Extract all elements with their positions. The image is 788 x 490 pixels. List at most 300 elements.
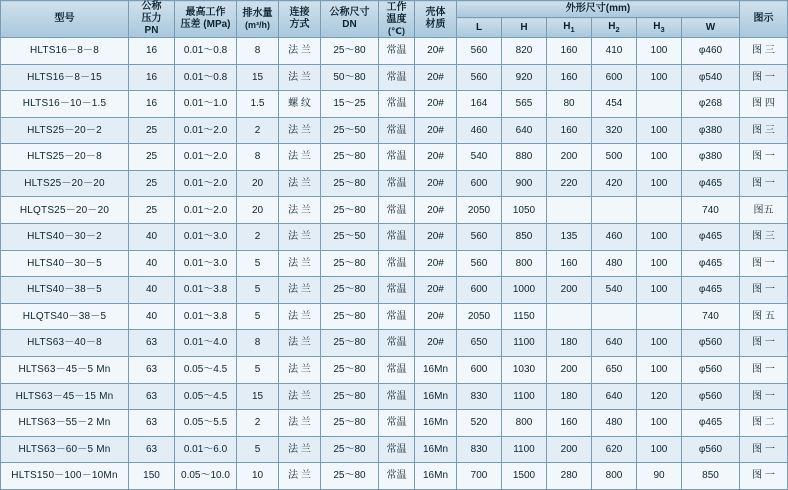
cell-dim-h3: 100 — [637, 224, 682, 251]
cell-dim-l: 560 — [457, 38, 502, 65]
cell-flow-rate: 2 — [237, 117, 279, 144]
cell-dim-h2: 460 — [592, 224, 637, 251]
cell-dim-h2: 500 — [592, 144, 637, 171]
cell-dim-h3: 120 — [637, 383, 682, 410]
cell-dim-h3: 100 — [637, 117, 682, 144]
cell-shell-material: 20# — [415, 91, 457, 118]
cell-working-temperature: 常温 — [379, 170, 415, 197]
cell-nominal-pressure: 25 — [129, 170, 175, 197]
cell-dim-h2: 410 — [592, 38, 637, 65]
cell-dim-w: φ465 — [682, 277, 740, 304]
header-pn-line2: 压力 — [141, 13, 162, 24]
cell-figure: 图 一 — [740, 64, 788, 91]
cell-model: HLTS63－60－5 Mn — [1, 436, 129, 463]
header-temp-line3: (℃) — [388, 25, 405, 36]
cell-model: HLTS63－40－8 — [1, 330, 129, 357]
cell-model: HLTS25－20－20 — [1, 170, 129, 197]
cell-max-working-pressure: 0.05～5.5 — [175, 410, 237, 437]
cell-dim-h3 — [637, 197, 682, 224]
cell-nominal-size: 25～80 — [321, 436, 379, 463]
header-dim-h1-sub: 1 — [570, 24, 575, 34]
cell-nominal-size: 25～80 — [321, 383, 379, 410]
cell-figure: 图 一 — [740, 383, 788, 410]
cell-dim-h: 1100 — [502, 383, 547, 410]
cell-connection-type: 法 兰 — [279, 117, 321, 144]
cell-model: HLTS40－30－5 — [1, 250, 129, 277]
header-dim-h2-base: H — [608, 20, 616, 32]
header-dn-line1: 公称尺寸 — [329, 7, 370, 18]
cell-working-temperature: 常温 — [379, 117, 415, 144]
cell-nominal-size: 50～80 — [321, 64, 379, 91]
cell-dim-w: φ460 — [682, 38, 740, 65]
header-pn-line3: PN — [144, 25, 159, 36]
cell-nominal-size: 25～80 — [321, 303, 379, 330]
cell-connection-type: 法 兰 — [279, 250, 321, 277]
cell-model: HLQTS40－38－5 — [1, 303, 129, 330]
cell-max-working-pressure: 0.01～2.0 — [175, 144, 237, 171]
header-flow-line1: 排水量 — [242, 7, 273, 19]
cell-connection-type: 法 兰 — [279, 197, 321, 224]
cell-nominal-size: 25～80 — [321, 170, 379, 197]
cell-figure: 图 四 — [740, 91, 788, 118]
cell-working-temperature: 常温 — [379, 64, 415, 91]
cell-max-working-pressure: 0.01～6.0 — [175, 436, 237, 463]
header-nominal-pressure — [129, 1, 175, 38]
header-flow-line2: (m³/h) — [245, 19, 270, 30]
cell-connection-type: 法 兰 — [279, 224, 321, 251]
cell-dim-h: 1500 — [502, 463, 547, 490]
cell-dim-l: 540 — [457, 144, 502, 171]
cell-max-working-pressure: 0.01～3.8 — [175, 303, 237, 330]
table-row — [1, 410, 788, 437]
header-conn-line1: 连接 — [289, 7, 310, 18]
cell-dim-l: 600 — [457, 277, 502, 304]
cell-dim-l: 830 — [457, 436, 502, 463]
cell-flow-rate: 5 — [237, 356, 279, 383]
table-body — [1, 38, 788, 490]
table-row — [1, 38, 788, 65]
cell-shell-material: 20# — [415, 330, 457, 357]
cell-working-temperature: 常温 — [379, 91, 415, 118]
cell-dim-h2: 454 — [592, 91, 637, 118]
cell-shell-material: 16Mn — [415, 410, 457, 437]
cell-dim-h: 1050 — [502, 197, 547, 224]
cell-figure: 图 五 — [740, 303, 788, 330]
cell-figure: 图 一 — [740, 436, 788, 463]
cell-max-working-pressure: 0.05～4.5 — [175, 383, 237, 410]
header-dim-h3-sub: 3 — [660, 24, 665, 34]
cell-connection-type: 法 兰 — [279, 410, 321, 437]
cell-dim-h: 900 — [502, 170, 547, 197]
cell-working-temperature: 常温 — [379, 224, 415, 251]
cell-dim-h1: 160 — [547, 38, 592, 65]
cell-dim-h1: 80 — [547, 91, 592, 118]
cell-dim-h3 — [637, 303, 682, 330]
table-row — [1, 197, 788, 224]
cell-shell-material: 16Mn — [415, 436, 457, 463]
header-pn-line1: 公称 — [141, 1, 162, 12]
cell-figure: 图 三 — [740, 224, 788, 251]
cell-shell-material: 20# — [415, 277, 457, 304]
cell-dim-l: 2050 — [457, 303, 502, 330]
cell-model: HLTS16－8－8 — [1, 38, 129, 65]
table-row — [1, 277, 788, 304]
cell-dim-w: φ560 — [682, 436, 740, 463]
cell-working-temperature: 常温 — [379, 383, 415, 410]
cell-dim-w: φ268 — [682, 91, 740, 118]
cell-model: HLTS25－20－8 — [1, 144, 129, 171]
cell-nominal-size: 25～80 — [321, 38, 379, 65]
cell-flow-rate: 10 — [237, 463, 279, 490]
cell-nominal-pressure: 63 — [129, 330, 175, 357]
cell-model: HLTS25－20－2 — [1, 117, 129, 144]
table-row — [1, 64, 788, 91]
cell-dim-h: 1100 — [502, 436, 547, 463]
cell-max-working-pressure: 0.01～4.0 — [175, 330, 237, 357]
cell-dim-w: φ560 — [682, 383, 740, 410]
cell-shell-material: 20# — [415, 197, 457, 224]
header-shell-line2: 材质 — [425, 19, 446, 30]
cell-connection-type: 法 兰 — [279, 303, 321, 330]
cell-flow-rate: 8 — [237, 38, 279, 65]
cell-nominal-pressure: 40 — [129, 224, 175, 251]
cell-dim-l: 600 — [457, 356, 502, 383]
cell-dim-l: 560 — [457, 224, 502, 251]
table-header — [1, 1, 788, 38]
cell-dim-h: 850 — [502, 224, 547, 251]
cell-dim-l: 650 — [457, 330, 502, 357]
cell-dim-w: 740 — [682, 303, 740, 330]
cell-connection-type: 螺 纹 — [279, 91, 321, 118]
cell-dim-h3: 100 — [637, 144, 682, 171]
cell-shell-material: 16Mn — [415, 383, 457, 410]
table-row — [1, 463, 788, 490]
cell-dim-h: 800 — [502, 250, 547, 277]
cell-dim-w: φ465 — [682, 250, 740, 277]
header-dim-h1 — [547, 18, 592, 38]
cell-shell-material: 20# — [415, 303, 457, 330]
cell-dim-w: φ465 — [682, 224, 740, 251]
cell-dim-h3: 100 — [637, 170, 682, 197]
cell-flow-rate: 5 — [237, 277, 279, 304]
cell-dim-w: 740 — [682, 197, 740, 224]
cell-dim-w: φ380 — [682, 144, 740, 171]
cell-nominal-size: 25～50 — [321, 117, 379, 144]
header-dn-line2: DN — [342, 19, 357, 30]
cell-dim-h1: 280 — [547, 463, 592, 490]
cell-dim-h2: 320 — [592, 117, 637, 144]
header-temp-line1: 工作 — [386, 1, 407, 13]
cell-nominal-size: 25～80 — [321, 463, 379, 490]
cell-dim-h3: 100 — [637, 330, 682, 357]
cell-dim-h3: 100 — [637, 410, 682, 437]
cell-max-working-pressure: 0.01～2.0 — [175, 170, 237, 197]
cell-dim-l: 460 — [457, 117, 502, 144]
cell-figure: 图 一 — [740, 144, 788, 171]
cell-nominal-pressure: 150 — [129, 463, 175, 490]
cell-nominal-pressure: 63 — [129, 383, 175, 410]
table-row — [1, 117, 788, 144]
cell-dim-l: 830 — [457, 383, 502, 410]
table-row — [1, 330, 788, 357]
cell-max-working-pressure: 0.05～10.0 — [175, 463, 237, 490]
cell-shell-material: 20# — [415, 144, 457, 171]
cell-flow-rate: 15 — [237, 64, 279, 91]
table-row — [1, 436, 788, 463]
cell-dim-h2 — [592, 303, 637, 330]
cell-working-temperature: 常温 — [379, 277, 415, 304]
cell-flow-rate: 1.5 — [237, 91, 279, 118]
cell-connection-type: 法 兰 — [279, 277, 321, 304]
cell-dim-w: φ540 — [682, 64, 740, 91]
table-row — [1, 224, 788, 251]
cell-flow-rate: 8 — [237, 144, 279, 171]
cell-dim-h1: 160 — [547, 117, 592, 144]
cell-dim-h1: 200 — [547, 277, 592, 304]
header-press-line2: 压差 (MPa) — [180, 19, 231, 30]
header-dimensions-group: 外形尺寸(mm) — [457, 1, 740, 18]
cell-nominal-pressure: 63 — [129, 356, 175, 383]
cell-flow-rate: 20 — [237, 197, 279, 224]
cell-dim-l: 164 — [457, 91, 502, 118]
cell-nominal-pressure: 40 — [129, 277, 175, 304]
cell-nominal-pressure: 16 — [129, 91, 175, 118]
cell-max-working-pressure: 0.01～2.0 — [175, 197, 237, 224]
cell-connection-type: 法 兰 — [279, 436, 321, 463]
header-temp-line2: 温度 — [386, 13, 407, 25]
cell-max-working-pressure: 0.01～3.0 — [175, 250, 237, 277]
cell-nominal-size: 25～80 — [321, 330, 379, 357]
header-conn-line2: 方式 — [289, 19, 310, 30]
cell-dim-h3: 100 — [637, 250, 682, 277]
cell-dim-h: 1150 — [502, 303, 547, 330]
header-connection-type — [279, 1, 321, 38]
cell-working-temperature: 常温 — [379, 330, 415, 357]
cell-dim-l: 600 — [457, 170, 502, 197]
cell-dim-h: 820 — [502, 38, 547, 65]
cell-dim-l: 560 — [457, 250, 502, 277]
header-dim-h1-base: H — [563, 20, 571, 32]
cell-nominal-size: 25～80 — [321, 410, 379, 437]
cell-nominal-size: 25～80 — [321, 144, 379, 171]
cell-dim-h: 800 — [502, 410, 547, 437]
cell-dim-h2: 600 — [592, 64, 637, 91]
cell-model: HLTS63－55－2 Mn — [1, 410, 129, 437]
cell-figure: 图 三 — [740, 117, 788, 144]
header-figure — [740, 1, 788, 38]
cell-dim-l: 700 — [457, 463, 502, 490]
cell-figure: 图 一 — [740, 170, 788, 197]
header-dim-w: W — [682, 18, 740, 38]
cell-dim-h2 — [592, 197, 637, 224]
cell-shell-material: 20# — [415, 38, 457, 65]
cell-dim-h2: 480 — [592, 410, 637, 437]
cell-model: HLTS16－10－1.5 — [1, 91, 129, 118]
cell-dim-h2: 640 — [592, 330, 637, 357]
cell-connection-type: 法 兰 — [279, 383, 321, 410]
cell-connection-type: 法 兰 — [279, 170, 321, 197]
cell-flow-rate: 5 — [237, 250, 279, 277]
cell-working-temperature: 常温 — [379, 197, 415, 224]
cell-shell-material: 16Mn — [415, 356, 457, 383]
cell-dim-h: 565 — [502, 91, 547, 118]
header-row-1 — [1, 1, 788, 18]
cell-dim-h: 1100 — [502, 330, 547, 357]
cell-dim-l: 520 — [457, 410, 502, 437]
cell-nominal-pressure: 40 — [129, 250, 175, 277]
cell-figure: 图 一 — [740, 463, 788, 490]
cell-working-temperature: 常温 — [379, 356, 415, 383]
cell-working-temperature: 常温 — [379, 410, 415, 437]
cell-nominal-size: 25～50 — [321, 224, 379, 251]
header-max-working-pressure — [175, 1, 237, 38]
cell-dim-h2: 800 — [592, 463, 637, 490]
cell-flow-rate: 8 — [237, 330, 279, 357]
cell-nominal-size: 25～80 — [321, 356, 379, 383]
cell-max-working-pressure: 0.05～4.5 — [175, 356, 237, 383]
cell-dim-w: φ380 — [682, 117, 740, 144]
table-row — [1, 383, 788, 410]
cell-dim-w: φ465 — [682, 410, 740, 437]
cell-nominal-size: 15～25 — [321, 91, 379, 118]
cell-working-temperature: 常温 — [379, 463, 415, 490]
cell-nominal-pressure: 63 — [129, 410, 175, 437]
cell-working-temperature: 常温 — [379, 38, 415, 65]
cell-model: HLTS150－100－10Mn — [1, 463, 129, 490]
header-model: 型号 — [1, 1, 129, 38]
cell-working-temperature: 常温 — [379, 303, 415, 330]
cell-dim-h3: 90 — [637, 463, 682, 490]
cell-dim-h: 1030 — [502, 356, 547, 383]
cell-dim-h1 — [547, 303, 592, 330]
cell-dim-h1: 200 — [547, 436, 592, 463]
cell-dim-h2: 640 — [592, 383, 637, 410]
cell-model: HLTS40－30－2 — [1, 224, 129, 251]
cell-figure: 图 一 — [740, 330, 788, 357]
cell-max-working-pressure: 0.01～2.0 — [175, 117, 237, 144]
cell-dim-h2: 420 — [592, 170, 637, 197]
header-dim-h2-sub: 2 — [615, 24, 620, 34]
header-shell-line1: 壳体 — [425, 7, 446, 18]
header-dim-l: L — [457, 18, 502, 38]
cell-dim-w: φ560 — [682, 356, 740, 383]
cell-nominal-pressure: 40 — [129, 303, 175, 330]
header-dim-h: H — [502, 18, 547, 38]
cell-dim-h3: 100 — [637, 64, 682, 91]
cell-dim-w: φ560 — [682, 330, 740, 357]
cell-flow-rate: 5 — [237, 436, 279, 463]
cell-shell-material: 16Mn — [415, 463, 457, 490]
cell-figure: 图 一 — [740, 356, 788, 383]
cell-dim-h2: 540 — [592, 277, 637, 304]
cell-nominal-pressure: 16 — [129, 64, 175, 91]
cell-figure: 图 三 — [740, 38, 788, 65]
cell-dim-h: 880 — [502, 144, 547, 171]
header-shell-material — [415, 1, 457, 38]
cell-nominal-pressure: 25 — [129, 197, 175, 224]
cell-dim-h1: 220 — [547, 170, 592, 197]
cell-figure: 图五 — [740, 197, 788, 224]
cell-dim-h2: 480 — [592, 250, 637, 277]
cell-dim-l: 2050 — [457, 197, 502, 224]
header-flow-rate — [237, 1, 279, 38]
header-dim-h2 — [592, 18, 637, 38]
cell-shell-material: 20# — [415, 117, 457, 144]
cell-model: HLQTS25－20－20 — [1, 197, 129, 224]
table-row — [1, 303, 788, 330]
cell-dim-h: 1000 — [502, 277, 547, 304]
cell-dim-h1: 160 — [547, 250, 592, 277]
cell-dim-h1: 135 — [547, 224, 592, 251]
cell-dim-h3: 100 — [637, 356, 682, 383]
cell-flow-rate: 2 — [237, 410, 279, 437]
header-press-line1: 最高工作 — [185, 7, 226, 18]
cell-dim-h1: 160 — [547, 64, 592, 91]
cell-connection-type: 法 兰 — [279, 144, 321, 171]
cell-model: HLTS40－38－5 — [1, 277, 129, 304]
cell-nominal-pressure: 63 — [129, 436, 175, 463]
cell-dim-h1 — [547, 197, 592, 224]
cell-dim-h1: 180 — [547, 330, 592, 357]
table-row — [1, 144, 788, 171]
header-figure-label: 图示 — [753, 13, 774, 24]
cell-shell-material: 20# — [415, 224, 457, 251]
header-dim-h3-base: H — [653, 20, 661, 32]
cell-nominal-size: 25～80 — [321, 250, 379, 277]
cell-connection-type: 法 兰 — [279, 38, 321, 65]
cell-dim-h1: 200 — [547, 356, 592, 383]
cell-max-working-pressure: 0.01～3.0 — [175, 224, 237, 251]
cell-connection-type: 法 兰 — [279, 356, 321, 383]
cell-dim-h: 920 — [502, 64, 547, 91]
cell-shell-material: 20# — [415, 170, 457, 197]
cell-figure: 图 一 — [740, 277, 788, 304]
cell-connection-type: 法 兰 — [279, 64, 321, 91]
cell-dim-h3: 100 — [637, 277, 682, 304]
cell-dim-w: φ465 — [682, 170, 740, 197]
cell-dim-w: 850 — [682, 463, 740, 490]
table-row — [1, 91, 788, 118]
table-row — [1, 356, 788, 383]
cell-model: HLTS16－8－15 — [1, 64, 129, 91]
cell-dim-h3: 100 — [637, 38, 682, 65]
cell-nominal-pressure: 25 — [129, 144, 175, 171]
cell-connection-type: 法 兰 — [279, 463, 321, 490]
cell-nominal-size: 25～80 — [321, 197, 379, 224]
cell-dim-h1: 180 — [547, 383, 592, 410]
header-working-temperature — [379, 1, 415, 38]
cell-max-working-pressure: 0.01～0.8 — [175, 64, 237, 91]
header-dim-h3 — [637, 18, 682, 38]
cell-dim-h: 640 — [502, 117, 547, 144]
cell-nominal-pressure: 25 — [129, 117, 175, 144]
cell-dim-h1: 160 — [547, 410, 592, 437]
cell-dim-h2: 650 — [592, 356, 637, 383]
cell-working-temperature: 常温 — [379, 250, 415, 277]
header-nominal-size — [321, 1, 379, 38]
cell-nominal-size: 25～80 — [321, 277, 379, 304]
table-row — [1, 170, 788, 197]
cell-dim-h3 — [637, 91, 682, 118]
cell-figure: 图 二 — [740, 410, 788, 437]
cell-dim-l: 560 — [457, 64, 502, 91]
cell-flow-rate: 2 — [237, 224, 279, 251]
cell-max-working-pressure: 0.01～3.8 — [175, 277, 237, 304]
cell-max-working-pressure: 0.01～1.0 — [175, 91, 237, 118]
cell-model: HLTS63－45－15 Mn — [1, 383, 129, 410]
cell-working-temperature: 常温 — [379, 436, 415, 463]
cell-flow-rate: 20 — [237, 170, 279, 197]
